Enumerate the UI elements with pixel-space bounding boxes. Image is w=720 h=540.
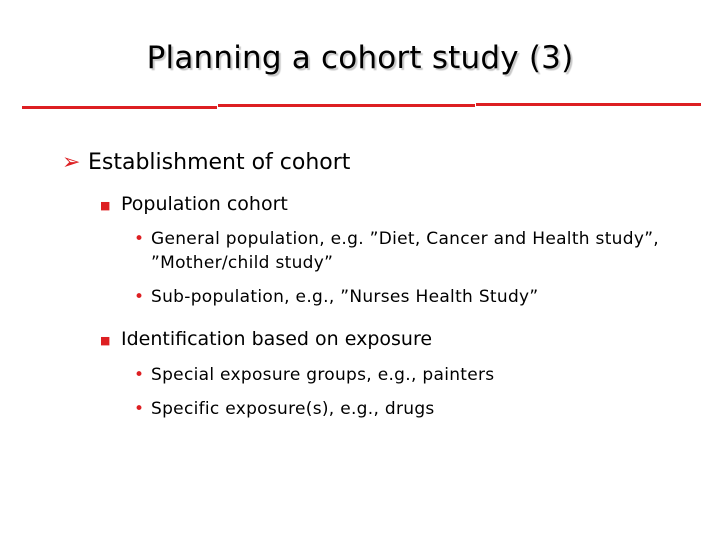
dot-bullet-icon: • <box>134 287 145 307</box>
square-bullet-icon: ■ <box>100 199 111 212</box>
bullet-text: Establishment of cohort <box>88 150 351 175</box>
bullet-text: Population cohort <box>121 193 288 215</box>
title-underline-segment <box>218 104 475 107</box>
arrow-bullet-icon: ➢ <box>62 150 81 175</box>
bullet-text: Identification based on exposure <box>121 328 433 350</box>
title-underline-segment <box>22 106 217 109</box>
title-underline-segment <box>476 103 701 106</box>
slide-title: Planning a cohort study (3) <box>146 40 574 76</box>
bullet-text: Special exposure groups, e.g., painters <box>151 365 495 385</box>
bullet-text: Specific exposure(s), e.g., drugs <box>151 399 435 419</box>
dot-bullet-icon: • <box>134 399 145 419</box>
dot-bullet-icon: • <box>134 365 145 385</box>
bullet-text: General population, e.g. ”Diet, Cancer and Health study”, ”Mother/child study” <box>151 229 660 273</box>
dot-bullet-icon: • <box>134 229 145 249</box>
bullet-text: Sub-population, e.g., ”Nurses Health Study” <box>151 287 539 307</box>
square-bullet-icon: ■ <box>100 334 111 347</box>
